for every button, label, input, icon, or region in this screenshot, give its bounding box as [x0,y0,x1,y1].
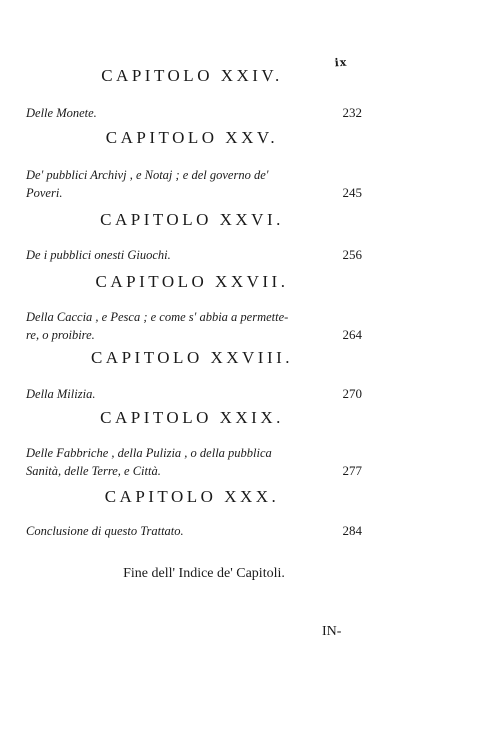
entry-title-line: Della Milizia. [26,387,96,401]
chapter-heading-27: CAPITOLO XXVII. [95,272,289,291]
entry-page-number: 232 [342,105,362,120]
entry-title-line: Poveri. [26,186,63,200]
chapter-entry-27 [26,308,362,344]
entry-page-number: 245 [342,185,362,200]
chapter-heading-29: CAPITOLO XXIX. [100,408,284,427]
entry-title-line: De' pubblici Archivj , e Notaj ; e del governo de' [26,168,269,182]
chapter-entry-26 [26,246,362,264]
chapter-heading-26: CAPITOLO XXVI. [100,210,284,229]
entry-page-number: 270 [342,386,362,401]
chapter-entry-29 [26,444,362,480]
catchword: IN- [322,624,342,639]
entry-title-line: re, o proibire. [26,328,95,342]
page-folio: ix [334,55,348,70]
chapter-entry-24 [26,104,362,122]
entry-page-number: 284 [342,523,362,538]
chapter-entry-30 [26,522,362,540]
index-closing-line: Fine dell' Indice de' Capitoli. [123,566,285,581]
chapter-heading-28: CAPITOLO XXVIII. [90,348,294,367]
chapter-entry-25 [26,166,362,202]
entry-title-line: Delle Monete. [26,106,97,120]
entry-title-line: De i pubblici onesti Giuochi. [26,248,171,262]
entry-page-number: 256 [342,247,362,262]
chapter-entry-28 [26,385,362,403]
entry-title-line: Sanità, delle Terre, e Città. [26,464,161,478]
entry-title-line: Conclusione di questo Trattato. [26,524,184,538]
entry-page-number: 264 [342,327,362,342]
entry-title-line: Delle Fabbriche , della Pulizia , o della pubblica [26,446,272,460]
chapter-heading-30: CAPITOLO XXX. [104,487,280,506]
entry-page-number: 277 [342,463,362,478]
chapter-heading-25: CAPITOLO XXV. [105,128,279,147]
chapter-heading-24: CAPITOLO XXIV. [101,66,283,85]
entry-title-line: Della Caccia , e Pesca ; e come s' abbia a permette- [26,310,289,324]
